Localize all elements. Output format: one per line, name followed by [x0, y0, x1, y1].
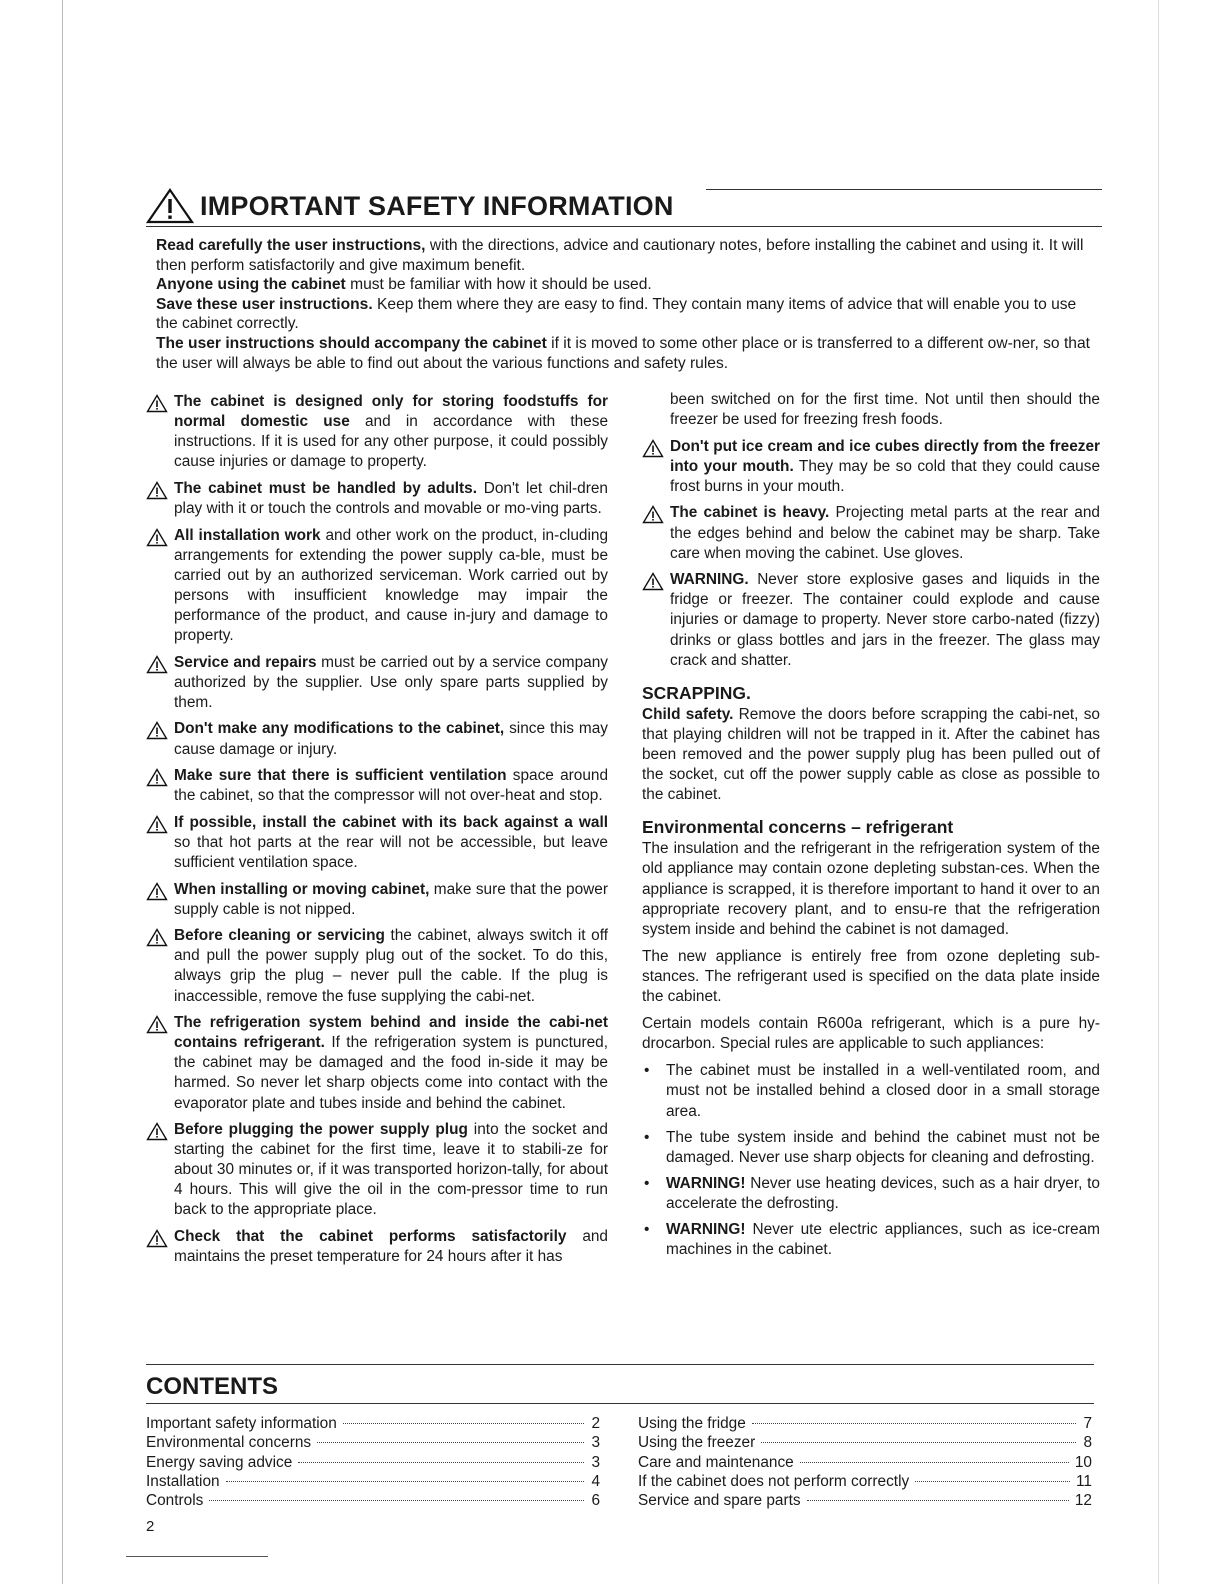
toc-label: If the cabinet does not perform correctly	[638, 1472, 910, 1490]
scrapping-heading: SCRAPPING.	[642, 682, 751, 703]
safety-item	[146, 719, 608, 759]
environmental-paragraph: Certain models contain R600a refrigerant, which is a pure hy-drocarbon. Special rules are applicable to such appliances:	[642, 1015, 1100, 1053]
warning-icon	[146, 815, 168, 834]
item-text: and other work on the product, in-cluding arrangements for extending the power supply ca-ble, must be carried out by an authorized serviceman. Work carried out by persons with insufficient knowledge may impair the performance of the product, and cause in-jury and damage to property.	[174, 526, 608, 645]
item-lead: The cabinet is heavy.	[670, 504, 830, 522]
environmental-paragraph: The new appliance is entirely free from ozone depleting sub-stances. The refrigerant used is specified on the data plate inside the cabinet.	[642, 947, 1100, 1006]
intro-paragraph	[156, 275, 1102, 295]
contents-section	[146, 1364, 1094, 1510]
contents-rule-bottom	[146, 1403, 1094, 1404]
item-lead: Before plugging the power supply plug	[174, 1121, 468, 1139]
toc-label: Care and maintenance	[638, 1453, 794, 1471]
item-lead: The cabinet is designed only for storing foodstuffs for normal domestic use	[174, 393, 608, 431]
item-text: the cabinet, always switch it off and pull the power supply plug out of the socket. To do this, always grip the plug – never pull the cable. If the plug is inaccessible, remove the fuse supplying the cabi-net.	[174, 927, 608, 1005]
toc-label: Important safety information	[146, 1415, 337, 1432]
toc-page: 2	[591, 1415, 600, 1432]
warning-icon	[642, 572, 664, 591]
toc-leader	[317, 1442, 584, 1443]
item-text: and maintains the preset temperature for 24 hours after it has	[174, 1228, 608, 1266]
toc-label: Installation	[146, 1472, 220, 1490]
toc-label: Environmental concerns	[146, 1434, 312, 1452]
item-lead: If possible, install the cabinet with its back against a wall	[174, 813, 608, 831]
toc-label: Energy saving advice	[146, 1453, 293, 1471]
toc-leader	[800, 1462, 1069, 1463]
toc-leader	[343, 1423, 584, 1424]
safety-item	[146, 1227, 608, 1267]
intro-lead: Save these user instructions.	[156, 295, 373, 313]
safety-item	[146, 1120, 608, 1220]
toc-page: 4	[591, 1472, 600, 1490]
toc-label: Controls	[146, 1492, 204, 1510]
item-lead: Service and repairs	[174, 653, 317, 671]
item-lead: The cabinet must be handled by adults.	[174, 479, 478, 497]
safety-item	[146, 653, 608, 713]
toc-label: Service and spare parts	[638, 1492, 801, 1510]
toc-entry[interactable]	[638, 1414, 1092, 1433]
toc-page: 7	[1083, 1415, 1092, 1432]
item-text: and in accordance with these instructions. If it is used for any other purpose, it could possibly cause injuries or damage to property.	[174, 413, 608, 471]
continued-text: been switched on for the first time. Not until then should the freezer be used for freezing fresh foods.	[670, 391, 1100, 429]
item-text: They may be so cold that they could cause frost burns in your mouth.	[670, 457, 1100, 495]
page-title: IMPORTANT SAFETY INFORMATION	[200, 190, 674, 221]
item-text: Projecting metal parts at the rear and the edges behind and below the cabinet may be sharp. Take care when moving the cabinet. Use gloves.	[670, 504, 1100, 562]
right-column	[642, 390, 1100, 1266]
safety-item	[642, 503, 1100, 563]
bullet-lead: WARNING!	[666, 1174, 746, 1192]
intro-lead: Read carefully the user instructions,	[156, 237, 426, 254]
scan-left-edge	[62, 0, 63, 1584]
toc-left-column	[146, 1414, 600, 1510]
item-text: must be carried out by a service company authorized by the supplier. Use only spare parts supplied by them.	[174, 653, 608, 711]
bullet-text: Never use heating devices, such as a hair dryer, to accelerate the defrosting.	[666, 1174, 1100, 1212]
intro-text: Keep them where they are easy to find. They contain many items of advice that will enable you to use the cabinet correctly.	[156, 295, 1077, 333]
item-text: If the refrigeration system is punctured, the cabinet may be damaged and the food in-side it may be harmed. So never let sharp objects come into contact with the evaporator plate and tubes inside and behind the cabinet.	[174, 1034, 608, 1112]
intro-paragraph	[156, 334, 1102, 373]
item-lead: Check that the cabinet performs satisfactorily	[174, 1228, 567, 1246]
bullet-dot: •	[644, 1128, 650, 1146]
warning-icon	[146, 1229, 168, 1248]
safety-item	[146, 813, 608, 873]
warning-triangle-icon	[146, 188, 194, 224]
toc-right-column	[638, 1414, 1092, 1510]
item-text: so that hot parts at the rear will not be accessible, but leave sufficient ventilation space.	[174, 833, 608, 871]
bullet-item	[642, 1128, 1100, 1168]
intro-lead: The user instructions should accompany the cabinet	[156, 334, 547, 352]
toc-leader	[915, 1481, 1070, 1482]
bullet-item	[642, 1061, 1100, 1121]
scrapping-paragraph	[642, 705, 1100, 805]
page-number: 2	[146, 1518, 155, 1535]
toc-entry[interactable]	[146, 1491, 600, 1510]
intro-text: if it is moved to some other place or is transferred to a different ow-ner, so that the user will always be able to find out about the various functions and safety rules.	[156, 334, 1090, 372]
contents-rule-top	[146, 1364, 1094, 1365]
safety-item	[146, 1013, 608, 1113]
bullet-item	[642, 1220, 1100, 1260]
bullet-lead: WARNING!	[666, 1220, 746, 1238]
title-rule-bottom	[146, 226, 1102, 227]
safety-item	[642, 437, 1100, 497]
toc-entry[interactable]	[146, 1433, 600, 1452]
safety-item	[146, 392, 608, 472]
warning-icon	[146, 394, 168, 413]
safety-item	[146, 926, 608, 1006]
item-lead: When installing or moving cabinet,	[174, 880, 430, 898]
item-lead: The refrigeration system behind and inside the cabi-net contains refrigerant.	[174, 1014, 608, 1052]
scrapping-text: Remove the doors before scrapping the cabi-net, so that playing children will not be trapped in it. After the cabinet has been removed and the power supply plug has been pulled out of the socket, cut off the power supply cable as close as possible to the cabinet.	[642, 705, 1100, 804]
intro-text: must be familiar with how it should be used.	[345, 276, 652, 294]
item-lead: WARNING.	[670, 571, 749, 589]
toc-entry[interactable]	[638, 1472, 1092, 1491]
safety-title-block	[146, 186, 1102, 227]
item-lead: Don't make any modifications to the cabinet,	[174, 720, 505, 738]
scrapping-lead: Child safety.	[642, 705, 734, 723]
safety-item	[146, 766, 608, 806]
toc-page: 12	[1074, 1492, 1092, 1510]
toc-leader	[209, 1500, 584, 1501]
toc-entry[interactable]	[146, 1414, 600, 1433]
toc-entry[interactable]	[146, 1453, 600, 1472]
item-lead: Before cleaning or servicing	[174, 927, 385, 945]
warning-icon	[146, 882, 168, 901]
toc-leader	[752, 1423, 1076, 1424]
toc-label: Using the fridge	[638, 1415, 746, 1432]
safety-item	[146, 526, 608, 647]
safety-item	[642, 570, 1100, 670]
item-text: since this may cause damage or injury.	[174, 720, 608, 758]
item-text: make sure that the power supply cable is not nipped.	[174, 880, 608, 918]
warning-icon	[146, 768, 168, 787]
bullet-dot: •	[644, 1174, 650, 1192]
warning-icon	[146, 481, 168, 500]
toc-page: 6	[591, 1492, 600, 1510]
bullet-dot: •	[644, 1062, 650, 1080]
item-lead: Don't put ice cream and ice cubes directly from the freezer into your mouth.	[670, 437, 1100, 475]
toc-entry[interactable]	[638, 1453, 1092, 1472]
warning-icon	[642, 505, 664, 524]
safety-item	[146, 479, 608, 519]
bullet-text: The tube system inside and behind the cabinet must not be damaged. Never use sharp objects for cleaning and defrosting.	[666, 1128, 1100, 1166]
contents-title: CONTENTS	[146, 1373, 278, 1400]
bullet-dot: •	[644, 1220, 650, 1238]
toc-page: 3	[591, 1434, 600, 1452]
left-column	[146, 392, 608, 1274]
item-lead: Make sure that there is sufficient ventilation	[174, 767, 507, 785]
intro-lead: Anyone using the cabinet	[156, 276, 346, 294]
bullet-text: Never ute electric appliances, such as ice-cream machines in the cabinet.	[666, 1220, 1100, 1259]
footer-rule	[126, 1556, 268, 1557]
toc-page: 10	[1074, 1453, 1092, 1471]
warning-icon	[146, 721, 168, 740]
toc-entry[interactable]	[146, 1472, 600, 1491]
toc-entry[interactable]	[638, 1433, 1092, 1452]
toc-entry[interactable]	[638, 1491, 1092, 1510]
item-text: space around the cabinet, so that the compressor will not over-heat and stop.	[174, 767, 609, 805]
toc-page: 3	[591, 1453, 600, 1471]
warning-icon	[642, 439, 664, 458]
environmental-heading: Environmental concerns – refrigerant	[642, 817, 954, 838]
warning-icon	[146, 928, 168, 947]
toc-page: 8	[1083, 1434, 1092, 1452]
item-text: Don't let chil-dren play with it or touch the controls and movable or mo-ving parts.	[174, 479, 608, 517]
item-lead: All installation work	[174, 526, 321, 544]
bullet-item	[642, 1174, 1100, 1214]
item-text: Never store explosive gases and liquids in the fridge or freezer. The container could explode and cause injuries or damage to property. Never store carbo-nated (fizzy) drinks or glass bottles and jars in the freezer. The glass may crack and shatter.	[670, 571, 1100, 669]
toc-page: 11	[1076, 1472, 1092, 1490]
intro-paragraph	[156, 236, 1102, 275]
warning-icon	[146, 655, 168, 674]
warning-icon	[146, 1122, 168, 1141]
toc-leader	[226, 1481, 584, 1482]
safety-item	[146, 880, 608, 920]
toc-leader	[807, 1500, 1069, 1501]
item-text: into the socket and starting the cabinet for the first time, leave it to stabili-ze for about 30 minutes or, if it was transported horizon-tally, for about 4 hours. This will give the oil in the com-pressor time to run back to the appropriate place.	[174, 1121, 608, 1219]
intro-paragraph	[156, 295, 1102, 334]
toc-leader	[298, 1462, 584, 1463]
scan-right-edge	[1158, 0, 1159, 1584]
environmental-paragraph: The insulation and the refrigerant in the refrigeration system of the old appliance may contain ozone depleting substan-ces. When the appliance is scrapped, it is therefore important to hand it over to an appropriate recovery plant, and to ensu-re that the refrigeration system inside and behind the cabinet is not damaged.	[642, 840, 1100, 938]
warning-icon	[146, 528, 168, 547]
intro-section	[156, 236, 1102, 373]
bullet-text: The cabinet must be installed in a well-ventilated room, and must not be installed behind a closed door in a small storage area.	[666, 1062, 1100, 1120]
title-rule-top	[706, 189, 1102, 190]
intro-text: with the directions, advice and cautionary notes, before installing the cabinet and using it. It will then perform satisfactorily and give maximum benefit.	[156, 237, 1084, 274]
warning-icon	[146, 1015, 168, 1034]
toc-leader	[761, 1442, 1076, 1443]
toc-label: Using the freezer	[638, 1434, 756, 1452]
